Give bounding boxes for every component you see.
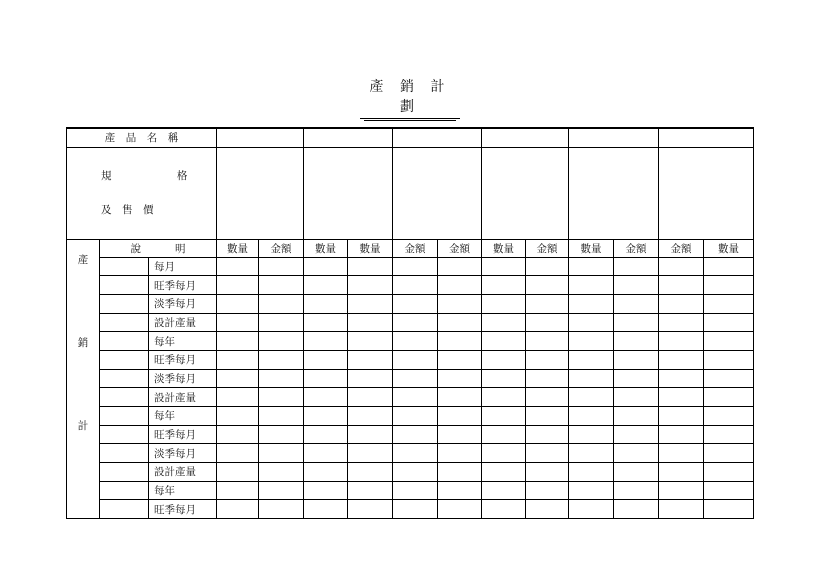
data-cell[interactable] bbox=[482, 332, 526, 351]
data-cell[interactable] bbox=[659, 369, 704, 388]
data-cell[interactable] bbox=[304, 500, 348, 519]
data-cell[interactable] bbox=[614, 294, 659, 313]
data-cell[interactable] bbox=[569, 294, 614, 313]
data-cell[interactable] bbox=[569, 481, 614, 500]
table-row bbox=[67, 313, 754, 332]
column-header: 金額 bbox=[259, 239, 304, 257]
data-cell[interactable] bbox=[614, 276, 659, 295]
data-cell[interactable] bbox=[614, 369, 659, 388]
price-label: 及 售 價 bbox=[101, 204, 154, 216]
data-cell[interactable] bbox=[259, 500, 304, 519]
data-cell[interactable] bbox=[393, 463, 438, 482]
data-cell[interactable] bbox=[482, 257, 526, 276]
row-label: 設計產量 bbox=[149, 388, 217, 407]
row-blank-cell[interactable] bbox=[100, 276, 149, 295]
data-cell[interactable] bbox=[304, 425, 348, 444]
column-header: 金額 bbox=[659, 239, 704, 257]
row-blank-cell[interactable] bbox=[100, 425, 149, 444]
data-cell[interactable] bbox=[526, 481, 569, 500]
column-header: 數量 bbox=[348, 239, 393, 257]
data-cell[interactable] bbox=[393, 276, 438, 295]
data-cell[interactable] bbox=[659, 481, 704, 500]
data-cell[interactable] bbox=[482, 481, 526, 500]
side-label: 產 bbox=[77, 253, 89, 266]
spec-cell[interactable] bbox=[482, 147, 569, 239]
data-cell[interactable] bbox=[259, 332, 304, 351]
side-label-column bbox=[67, 239, 100, 519]
data-cell[interactable] bbox=[259, 276, 304, 295]
spec-cell[interactable] bbox=[659, 147, 754, 239]
data-cell[interactable] bbox=[482, 294, 526, 313]
data-cell[interactable] bbox=[526, 294, 569, 313]
data-cell[interactable] bbox=[614, 332, 659, 351]
data-cell[interactable] bbox=[526, 463, 569, 482]
row-blank-cell[interactable] bbox=[100, 332, 149, 351]
data-cell[interactable] bbox=[393, 257, 438, 276]
spec-cell[interactable] bbox=[217, 147, 304, 239]
data-cell[interactable] bbox=[304, 481, 348, 500]
data-cell[interactable] bbox=[217, 463, 259, 482]
data-cell[interactable] bbox=[569, 257, 614, 276]
data-cell[interactable] bbox=[659, 313, 704, 332]
data-cell[interactable] bbox=[304, 332, 348, 351]
table-row bbox=[67, 388, 754, 407]
data-cell[interactable] bbox=[482, 500, 526, 519]
row-label: 旺季每月 bbox=[149, 276, 217, 295]
data-cell[interactable] bbox=[704, 350, 754, 369]
data-cell[interactable] bbox=[304, 276, 348, 295]
data-cell[interactable] bbox=[614, 444, 659, 463]
data-cell[interactable] bbox=[482, 388, 526, 407]
data-cell[interactable] bbox=[438, 276, 482, 295]
data-cell[interactable] bbox=[482, 407, 526, 426]
data-cell[interactable] bbox=[704, 294, 754, 313]
data-cell[interactable] bbox=[614, 463, 659, 482]
table-row bbox=[67, 294, 754, 313]
data-cell[interactable] bbox=[569, 500, 614, 519]
data-cell[interactable] bbox=[526, 407, 569, 426]
data-cell[interactable] bbox=[393, 388, 438, 407]
data-cell[interactable] bbox=[348, 350, 393, 369]
data-cell[interactable] bbox=[614, 481, 659, 500]
row-label: 旺季每月 bbox=[149, 500, 217, 519]
data-cell[interactable] bbox=[217, 369, 259, 388]
data-cell[interactable] bbox=[659, 350, 704, 369]
data-cell[interactable] bbox=[304, 257, 348, 276]
data-cell[interactable] bbox=[526, 500, 569, 519]
data-cell[interactable] bbox=[217, 350, 259, 369]
data-cell[interactable] bbox=[259, 425, 304, 444]
data-cell[interactable] bbox=[348, 313, 393, 332]
data-cell[interactable] bbox=[438, 294, 482, 313]
data-cell[interactable] bbox=[659, 294, 704, 313]
data-cell[interactable] bbox=[304, 313, 348, 332]
row-blank-cell[interactable] bbox=[100, 294, 149, 313]
column-header: 金額 bbox=[393, 239, 438, 257]
data-cell[interactable] bbox=[259, 294, 304, 313]
data-cell[interactable] bbox=[393, 313, 438, 332]
table-row bbox=[67, 500, 754, 519]
data-cell[interactable] bbox=[259, 444, 304, 463]
data-cell[interactable] bbox=[614, 350, 659, 369]
data-cell[interactable] bbox=[569, 425, 614, 444]
data-cell[interactable] bbox=[393, 425, 438, 444]
data-cell[interactable] bbox=[659, 463, 704, 482]
data-cell[interactable] bbox=[704, 425, 754, 444]
row-label: 每年 bbox=[149, 481, 217, 500]
data-cell[interactable] bbox=[704, 500, 754, 519]
data-cell[interactable] bbox=[569, 332, 614, 351]
data-cell[interactable] bbox=[614, 425, 659, 444]
data-cell[interactable] bbox=[304, 407, 348, 426]
data-cell[interactable] bbox=[393, 294, 438, 313]
data-cell[interactable] bbox=[659, 257, 704, 276]
data-cell[interactable] bbox=[526, 369, 569, 388]
data-cell[interactable] bbox=[569, 407, 614, 426]
data-cell[interactable] bbox=[614, 388, 659, 407]
column-header: 金額 bbox=[526, 239, 569, 257]
table-row bbox=[67, 463, 754, 482]
data-cell[interactable] bbox=[393, 407, 438, 426]
data-cell[interactable] bbox=[304, 444, 348, 463]
spec-cell[interactable] bbox=[569, 147, 659, 239]
data-cell[interactable] bbox=[304, 463, 348, 482]
data-cell[interactable] bbox=[438, 388, 482, 407]
data-cell[interactable] bbox=[438, 332, 482, 351]
row-label: 每年 bbox=[149, 332, 217, 351]
data-cell[interactable] bbox=[704, 257, 754, 276]
side-label: 計 bbox=[77, 419, 89, 432]
row-blank-cell[interactable] bbox=[100, 350, 149, 369]
product-name-cell[interactable] bbox=[569, 128, 659, 147]
row-label: 每月 bbox=[149, 257, 217, 276]
data-cell[interactable] bbox=[348, 481, 393, 500]
data-cell[interactable] bbox=[259, 313, 304, 332]
table-row bbox=[67, 332, 754, 351]
column-header: 數量 bbox=[217, 239, 259, 257]
data-cell[interactable] bbox=[526, 332, 569, 351]
data-cell[interactable] bbox=[304, 388, 348, 407]
row-label: 設計產量 bbox=[149, 463, 217, 482]
row-blank-cell[interactable] bbox=[100, 444, 149, 463]
row-label: 旺季每月 bbox=[149, 425, 217, 444]
product-name-cell[interactable] bbox=[217, 128, 304, 147]
data-cell[interactable] bbox=[217, 276, 259, 295]
data-cell[interactable] bbox=[704, 276, 754, 295]
data-cell[interactable] bbox=[526, 350, 569, 369]
product-name-cell[interactable] bbox=[482, 128, 569, 147]
data-cell[interactable] bbox=[526, 313, 569, 332]
data-cell[interactable] bbox=[438, 313, 482, 332]
row-blank-cell[interactable] bbox=[100, 500, 149, 519]
data-cell[interactable] bbox=[526, 425, 569, 444]
data-cell[interactable] bbox=[526, 276, 569, 295]
data-cell[interactable] bbox=[614, 407, 659, 426]
data-cell[interactable] bbox=[704, 444, 754, 463]
row-label: 設計產量 bbox=[149, 313, 217, 332]
data-cell[interactable] bbox=[482, 425, 526, 444]
data-cell[interactable] bbox=[217, 294, 259, 313]
data-cell[interactable] bbox=[259, 369, 304, 388]
data-cell[interactable] bbox=[482, 463, 526, 482]
table-row bbox=[67, 481, 754, 500]
row-blank-cell[interactable] bbox=[100, 388, 149, 407]
data-cell[interactable] bbox=[614, 313, 659, 332]
data-cell[interactable] bbox=[659, 388, 704, 407]
data-cell[interactable] bbox=[348, 276, 393, 295]
data-cell[interactable] bbox=[259, 388, 304, 407]
data-cell[interactable] bbox=[348, 257, 393, 276]
product-name-cell[interactable] bbox=[304, 128, 393, 147]
data-cell[interactable] bbox=[393, 500, 438, 519]
data-cell[interactable] bbox=[393, 350, 438, 369]
data-cell[interactable] bbox=[704, 463, 754, 482]
data-cell[interactable] bbox=[438, 257, 482, 276]
row-blank-cell[interactable] bbox=[100, 313, 149, 332]
data-cell[interactable] bbox=[217, 425, 259, 444]
data-cell[interactable] bbox=[438, 425, 482, 444]
data-cell[interactable] bbox=[259, 350, 304, 369]
data-cell[interactable] bbox=[659, 425, 704, 444]
data-cell[interactable] bbox=[348, 425, 393, 444]
data-cell[interactable] bbox=[393, 481, 438, 500]
data-cell[interactable] bbox=[614, 257, 659, 276]
spec-cell[interactable] bbox=[393, 147, 482, 239]
data-cell[interactable] bbox=[526, 444, 569, 463]
data-cell[interactable] bbox=[569, 350, 614, 369]
data-cell[interactable] bbox=[569, 444, 614, 463]
data-cell[interactable] bbox=[569, 313, 614, 332]
data-cell[interactable] bbox=[704, 407, 754, 426]
row-label: 淡季每月 bbox=[149, 369, 217, 388]
column-header: 金額 bbox=[614, 239, 659, 257]
data-cell[interactable] bbox=[659, 500, 704, 519]
data-cell[interactable] bbox=[217, 444, 259, 463]
spec-price-label bbox=[67, 147, 217, 239]
data-cell[interactable] bbox=[704, 481, 754, 500]
data-cell[interactable] bbox=[348, 407, 393, 426]
column-header: 金額 bbox=[438, 239, 482, 257]
spec-label: 規 bbox=[101, 170, 112, 182]
data-cell[interactable] bbox=[217, 407, 259, 426]
data-cell[interactable] bbox=[482, 444, 526, 463]
data-cell[interactable] bbox=[614, 500, 659, 519]
row-blank-cell[interactable] bbox=[100, 257, 149, 276]
data-cell[interactable] bbox=[438, 369, 482, 388]
page-title: 產 銷 計 劃 bbox=[360, 76, 460, 119]
data-cell[interactable] bbox=[704, 313, 754, 332]
side-label: 銷 bbox=[77, 336, 89, 349]
table-row bbox=[67, 276, 754, 295]
data-cell[interactable] bbox=[438, 407, 482, 426]
data-cell[interactable] bbox=[704, 388, 754, 407]
data-cell[interactable] bbox=[217, 388, 259, 407]
data-cell[interactable] bbox=[393, 369, 438, 388]
row-label: 旺季每月 bbox=[149, 350, 217, 369]
data-cell[interactable] bbox=[259, 481, 304, 500]
data-cell[interactable] bbox=[704, 332, 754, 351]
data-cell[interactable] bbox=[348, 388, 393, 407]
table-row bbox=[67, 425, 754, 444]
row-blank-cell[interactable] bbox=[100, 463, 149, 482]
data-cell[interactable] bbox=[569, 276, 614, 295]
product-name-cell[interactable] bbox=[393, 128, 482, 147]
data-cell[interactable] bbox=[569, 388, 614, 407]
data-cell[interactable] bbox=[348, 369, 393, 388]
data-cell[interactable] bbox=[438, 481, 482, 500]
row-blank-cell[interactable] bbox=[100, 481, 149, 500]
data-cell[interactable] bbox=[438, 444, 482, 463]
row-label: 每年 bbox=[149, 407, 217, 426]
data-cell[interactable] bbox=[259, 257, 304, 276]
data-cell[interactable] bbox=[304, 294, 348, 313]
data-cell[interactable] bbox=[348, 294, 393, 313]
data-cell[interactable] bbox=[659, 332, 704, 351]
data-cell[interactable] bbox=[526, 257, 569, 276]
table-row bbox=[67, 407, 754, 426]
data-cell[interactable] bbox=[659, 407, 704, 426]
description-header: 說 明 bbox=[100, 239, 217, 257]
data-cell[interactable] bbox=[482, 369, 526, 388]
product-name-label: 產 品 名 稱 bbox=[67, 128, 217, 147]
column-header: 數量 bbox=[304, 239, 348, 257]
data-cell[interactable] bbox=[304, 350, 348, 369]
data-cell[interactable] bbox=[482, 276, 526, 295]
row-blank-cell[interactable] bbox=[100, 407, 149, 426]
data-cell[interactable] bbox=[659, 276, 704, 295]
spec-cell[interactable] bbox=[304, 147, 393, 239]
data-cell[interactable] bbox=[217, 481, 259, 500]
product-name-cell[interactable] bbox=[659, 128, 754, 147]
data-cell[interactable] bbox=[217, 500, 259, 519]
data-cell[interactable] bbox=[482, 350, 526, 369]
data-cell[interactable] bbox=[569, 463, 614, 482]
row-label: 淡季每月 bbox=[149, 444, 217, 463]
data-cell[interactable] bbox=[569, 369, 614, 388]
data-cell[interactable] bbox=[659, 444, 704, 463]
data-cell[interactable] bbox=[438, 463, 482, 482]
column-header: 數量 bbox=[569, 239, 614, 257]
column-header: 數量 bbox=[482, 239, 526, 257]
data-cell[interactable] bbox=[217, 313, 259, 332]
data-cell[interactable] bbox=[217, 332, 259, 351]
data-cell[interactable] bbox=[482, 313, 526, 332]
data-cell[interactable] bbox=[393, 332, 438, 351]
data-cell[interactable] bbox=[704, 369, 754, 388]
table-row bbox=[67, 257, 754, 276]
spec-label: 格 bbox=[176, 170, 188, 182]
data-cell[interactable] bbox=[526, 388, 569, 407]
data-cell[interactable] bbox=[348, 444, 393, 463]
table-row bbox=[67, 369, 754, 388]
column-header: 數量 bbox=[704, 239, 754, 257]
production-sales-plan-table bbox=[66, 127, 754, 519]
row-blank-cell[interactable] bbox=[100, 369, 149, 388]
table-row bbox=[67, 350, 754, 369]
data-cell[interactable] bbox=[348, 463, 393, 482]
data-cell[interactable] bbox=[438, 500, 482, 519]
data-cell[interactable] bbox=[259, 407, 304, 426]
data-cell[interactable] bbox=[438, 350, 482, 369]
data-cell[interactable] bbox=[304, 369, 348, 388]
row-label: 淡季每月 bbox=[149, 294, 217, 313]
data-cell[interactable] bbox=[348, 500, 393, 519]
data-cell[interactable] bbox=[348, 332, 393, 351]
data-cell[interactable] bbox=[259, 463, 304, 482]
data-cell[interactable] bbox=[217, 257, 259, 276]
table-row bbox=[67, 444, 754, 463]
data-cell[interactable] bbox=[393, 444, 438, 463]
